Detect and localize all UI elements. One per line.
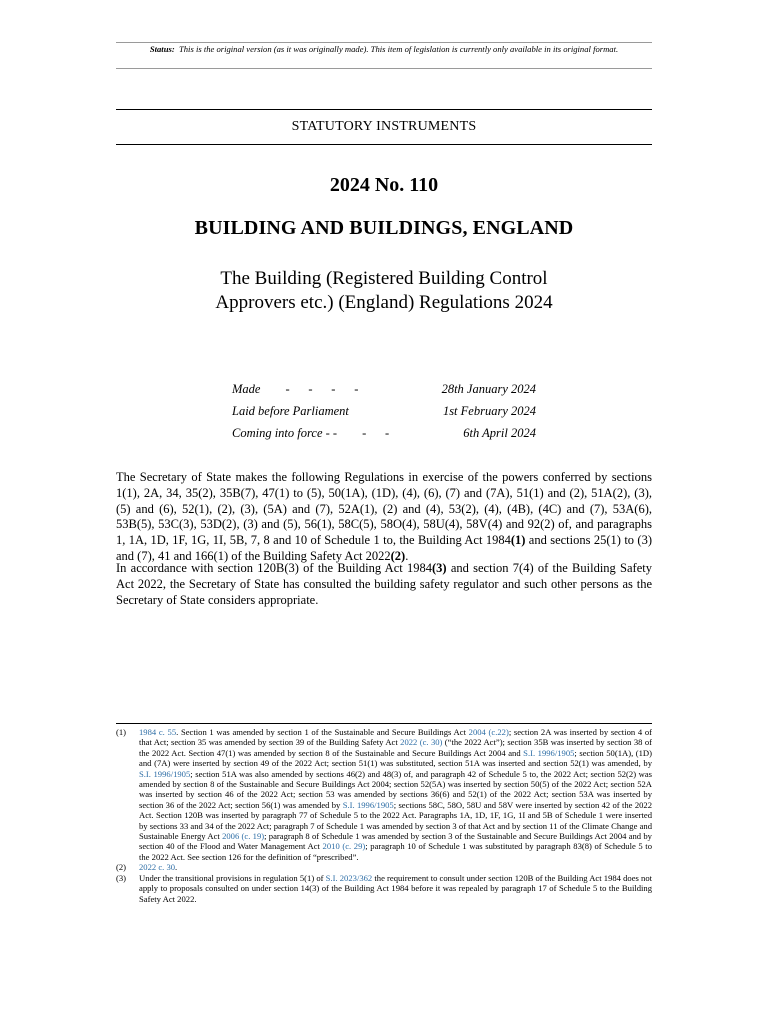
footnote-rule xyxy=(116,723,652,724)
preamble-paragraph-2 xyxy=(116,561,652,608)
preamble-paragraph-1 xyxy=(116,470,652,565)
legislation-link[interactable]: 2006 xyxy=(222,831,240,842)
footnote-text xyxy=(139,873,652,904)
legislation-link[interactable]: S.I. 1996/1905 xyxy=(139,768,191,779)
dates-table xyxy=(232,380,536,446)
status-label: Status: xyxy=(149,44,175,54)
date-value: 1st February 2024 xyxy=(442,404,536,418)
status-text: This is the original version (as it was originally made). This item of legislation is currently only available in its original format. xyxy=(178,44,619,54)
status-notice xyxy=(116,44,652,56)
footnote-text-run: ; section 2A was inserted by section 4 of that Act; section 35 was amended by section 39 of the Building Safety Act xyxy=(139,727,653,748)
legislation-link[interactable]: (c. 30) xyxy=(419,737,443,748)
footnote-ref-1[interactable]: (1) xyxy=(510,533,526,548)
footnote-1 xyxy=(116,727,652,862)
date-label: Laid before Parliament xyxy=(232,404,349,418)
subject-heading: BUILDING AND BUILDINGS, ENGLAND xyxy=(194,217,574,239)
footnote-number: (3) xyxy=(116,872,127,883)
preamble-text: In accordance with section 120B(3) of the Building Act 1984 xyxy=(116,561,432,575)
footnote-text-run: the requirement to consult under section 120B of the Building Act 1984 does not apply to proposals consulted on under section 14(3) of the Building Act 1984 before it was repealed by paragraph 17 of Schedule 5 to the Building Safety Act 2022. xyxy=(139,872,653,904)
legislation-link[interactable]: 2010 xyxy=(322,841,340,852)
header-bottom-rule xyxy=(116,144,652,145)
legislation-link[interactable]: 2004 xyxy=(468,727,486,737)
footnote-text-run: ; paragraph 10 of Schedule 1 was substituted by paragraph 83(8) of Schedule 5 to the 2022 Act. See section 126 for the definition of “prescribed”. xyxy=(139,841,652,862)
si-number: 2024 No. 110 xyxy=(329,174,439,196)
footnote-text-run: . xyxy=(175,862,178,873)
footnote-3 xyxy=(116,873,652,904)
title-line-1: The Building (Registered Building Control xyxy=(220,268,548,289)
footnote-number: (1) xyxy=(116,727,127,737)
footnote-text-run: (“the 2022 Act”); section 35B was inserted by section 38 of the 2022 Act. Section 47(1) was amended by section 8 of the Sustainable and Secure Buildings Act 2004 and xyxy=(139,737,652,758)
legislation-link[interactable]: (c. 29) xyxy=(342,841,366,852)
instrument-title xyxy=(116,267,652,315)
date-label: Coming into force - - - - xyxy=(232,426,390,440)
footnote-2 xyxy=(116,862,652,872)
legislation-link[interactable]: S.I. 2023/362 xyxy=(325,872,373,883)
legislation-link[interactable]: S.I. 1996/1905 xyxy=(342,799,394,810)
footnote-ref-3[interactable]: (3) xyxy=(431,561,447,575)
footnote-text-run: Under the transitional provisions in regulation 5(1) of xyxy=(139,872,326,883)
preamble-text: . xyxy=(405,548,409,563)
title-line-2: Approvers etc.) (England) Regulations 2024 xyxy=(215,292,553,313)
footnote-text-run: ; section 50(1A), (1D) and (7A) were inserted by section 49 of the 2022 Act; section 51(1) was substituted, section 51A was inserted and section 52(1) was amended, by xyxy=(139,747,652,769)
preamble-text: and section 7(4) of the Building Safety Act 2022, the Secretary of State has consulted the building safety regulator and such other persons as the Secretary of State considers appropriate. xyxy=(116,561,652,607)
status-bottom-rule xyxy=(116,68,652,69)
footnote-text-run: ; sections 58C, 58O, 58U and 58V were inserted by section 42 of the 2022 Act. Section 120B was inserted by paragraph 77 of Schedule 5 to the 2022 Act. Paragraphs 1A, 1D, 1F, 1G, 1I and 5B of Schedule 1 were inserted by sections 33 and 34 of the 2022 Act; paragraph 7 of Schedule 1 was amended by section 3 of that Act and by section 11 of the Climate Change and Sustainable Energy Act xyxy=(139,799,653,842)
header-top-rule xyxy=(116,109,652,110)
date-value: 28th January 2024 xyxy=(441,382,536,396)
date-row-laid xyxy=(232,402,536,424)
legislation-link[interactable]: 1984 c. 55 xyxy=(139,727,177,737)
footnote-text-run: ; section 51A was also amended by sections 46(2) and 48(3) of, and paragraph 42 of Schedule 5 to, the 2022 Act; section 52(2) was amended by section 8 of the Sustainable and Secure Buildings Act 2004; section 52(5A) was inserted by section 50(5) of the 2022 Act; section 52A was inserted by section 46 of the 2022 Act; section 53 was amended by sections 36(6) and 52(1) of the 2022 Act; section 53A was inserted by section 36 of the 2022 Act; section 56(1) was amended by xyxy=(139,768,652,810)
footnotes xyxy=(116,727,652,904)
legislation-link[interactable]: (c. 19) xyxy=(241,831,265,842)
footnote-text-run: . Section 1 was amended by section 1 of the Sustainable and Secure Buildings Act xyxy=(176,727,469,737)
legislation-link[interactable]: 2022 c. 30 xyxy=(139,862,176,873)
preamble-text: The Secretary of State makes the following Regulations in exercise of the powers conferred by sections 1(1), 2A, 34, 35(2), 35B(7), 47(1) to (5), 50(1A), (1D), (4), (6), (7) and (7A), 51(1) and (2), 51A(2), (3), (5) and (6), 52(1), (2), (3), (5A) and (7), 52A(1), (2) and (4), 53(2), (4), (4B), (4C) and (7), 53A(6), 53B(5), 53C(3), 53D(2), (3) and (5), 56(1), 58C(5), 58O(4), 58U(4), 58V(4) and 92(2) of, and paragraphs 1, 1A, 1D, 1F, 1G, 1I, 5B, 7, 8 and 10 of Schedule 1 to, the Building Act 1984 xyxy=(116,470,652,548)
footnote-text-run: ; paragraph 8 of Schedule 1 was amended by section 3 of the Sustainable and Secure Buildings Act 2004 and by section 40 of the Flood and Water Management Act xyxy=(139,831,652,852)
footnote-number: (2) xyxy=(116,862,127,873)
legislation-link[interactable]: S.I. 1996/1905 xyxy=(523,747,575,758)
footnote-text xyxy=(139,727,652,862)
legislation-link[interactable]: (c.22) xyxy=(488,727,509,737)
series-label: STATUTORY INSTRUMENTS xyxy=(291,119,477,134)
footnote-ref-2[interactable]: (2) xyxy=(390,548,406,563)
footnote-text xyxy=(139,862,652,872)
status-top-rule xyxy=(116,42,652,43)
date-row-in-force xyxy=(232,424,536,446)
preamble-text: and sections 25(1) to (3) and (7), 41 and 166(1) of the Building Safety Act 2022 xyxy=(116,533,652,563)
date-value: 6th April 2024 xyxy=(463,426,536,440)
legislation-link[interactable]: 2022 xyxy=(400,737,418,748)
date-label: Made - - - - xyxy=(232,382,359,396)
date-row-made xyxy=(232,380,536,402)
